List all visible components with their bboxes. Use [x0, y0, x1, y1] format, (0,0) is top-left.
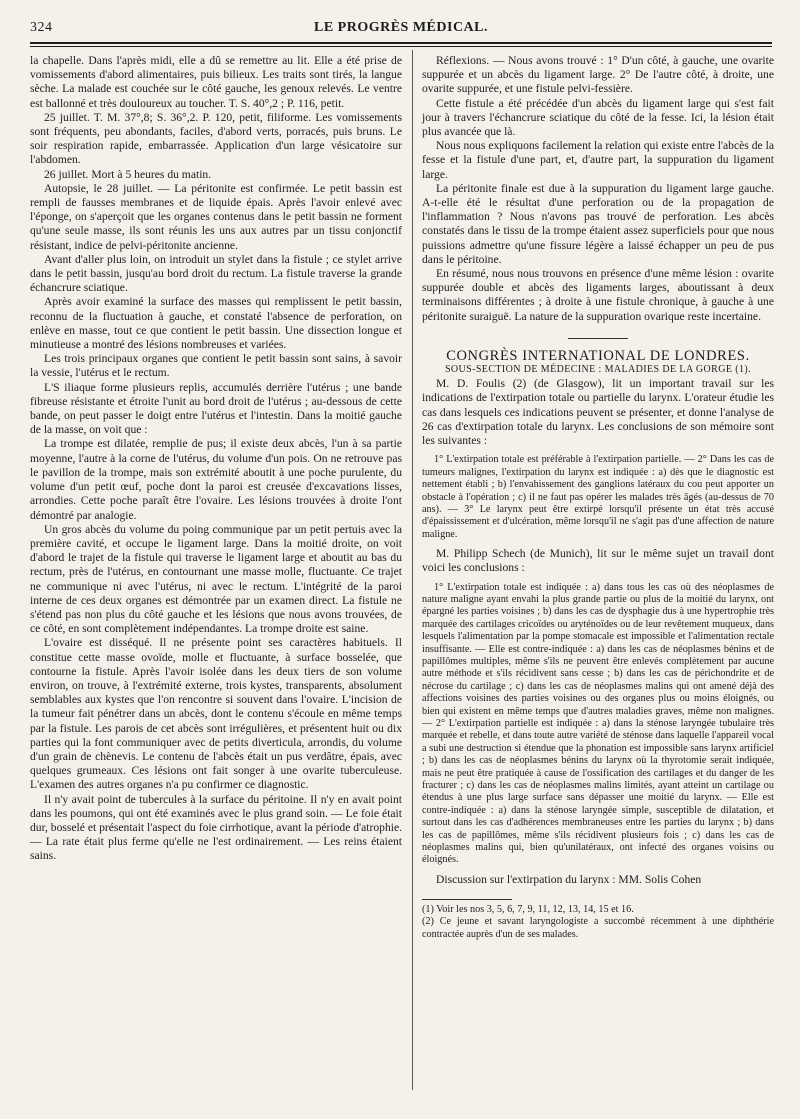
page-header	[30, 18, 772, 40]
paragraph: 26 juillet. Mort à 5 heures du matin.	[44, 167, 212, 181]
subsection-heading: SOUS-SECTION DE MÉDECINE : MALADIES DE LA GORGE (1).	[444, 364, 752, 376]
footnote: (2) Ce jeune et savant laryngologiste a succombé récemment à une diphthérie contractée auprès d'un de ses malades.	[422, 916, 774, 940]
foulis-conclusions: 1° L'extirpation totale est préférable à l'extirpation partielle. — 2° Dans les cas de tumeurs malignes, l'extirpation du larynx est indiquée : a) dès que le diagnostic est nettement établi ; b) l'envahissement des ganglions latéraux du cou peut apporter un obstacle à l'opération ; c) il ne faut pas opérer les malades très âgés (au-dessus de 70 ans). — 3° Le larynx peut être extirpé lorsqu'il présente un état très accusé d'épaississement et d'ulcération, même lorsqu'il ne s'agit pas d'une affection de nature maligne.	[422, 454, 774, 540]
reflexions-paragraph: Réflexions. — Nous avons trouvé : 1° D'un côté, à gauche, une ovarite suppurée et un abcès du ligament large. 2° De l'autre côté, à droite, une ovarite suppurée, et une fistule pelvi-fessière.	[422, 54, 774, 96]
journal-title: LE PROGRÈS MÉDICAL.	[313, 20, 489, 35]
paragraph: L'ovaire est disséqué. Il ne présente point ses caractères habituels. Il constitue cette masse ovoïde, molle et fluctuante, à surface bosselée, que contourne la fistule. Après l'avoir isolée dans les deux tiers de son volume environ, on trouve, à l'extrémité externe, trois kystes, transparents, absolument semblables aux kystes que l'on rencontre si souvent dans l'ovaire. L'incision de la tumeur fait pénétrer dans un abcès, dont le contenu s'écoule en même temps par la fistule. Les parois de cet abcès sont irrégulières, et présentent huit ou dix parties qui la font communiquer avec de petits diverticula, arrondis, du volume d'un grain de chènevis. Le contenu de l'abcès était un pus verdâtre, épais, avec quelques grumeaux. Ces lésions ont fait songer à une ovarite tuberculeuse. L'examen des autres organes n'a pu confirmer ce diagnostic.	[30, 636, 402, 792]
discussion-line: Discussion sur l'extirpation du larynx : MM. Solis Cohen	[436, 872, 702, 886]
paragraph: Nous nous expliquons facilement la relation qui existe entre l'abcès de la fesse et la fistule d'une part, et, d'autre part, la suppuration du ligament large.	[422, 139, 774, 181]
section-heading: CONGRÈS INTERNATIONAL DE LONDRES.	[446, 347, 750, 364]
paragraph: 25 juillet. T. M. 37°,8; S. 36°,2. P. 120, petit, filiforme. Les vomissements sont fréquents, peu abondants, faciles, d'abord verts, porracés, puis bruns. Le soir respiration rapide, embarrassée. Application d'un large vésicatoire sur l'abdomen.	[30, 110, 402, 167]
schech-intro: M. Philipp Schech (de Munich), lit sur le même sujet un travail dont voici les conclusions :	[422, 547, 774, 575]
header-rule-thin	[30, 46, 772, 47]
paragraph: La péritonite finale est due à la suppuration du ligament large gauche. A-t-elle été le résultat d'une perforation ou de la propagation de l'inflammation ? Nous n'avons pas trouvé de perforation. Les abcès constatés dans le tissu de la trompe étaient assez superficiels pour que nous puissions admettre qu'une fissure légère a laissé échapper un peu de pus dans le péritoine.	[422, 181, 774, 266]
paragraph: Après avoir examiné la surface des masses qui remplissent le petit bassin, reconnu de la fluctuation à gauche, et constaté l'absence de perforation, on enlève en masse, tout ce que contient le petit bassin. Une dissection longue et minutieuse a montré des lésions nombreuses et variées.	[30, 295, 402, 352]
column-separator	[412, 50, 413, 1090]
page-number: 324	[30, 20, 53, 35]
paragraph: La trompe est dilatée, remplie de pus; il existe deux abcès, l'un à sa partie moyenne, l'autre à la corne de l'utérus, du volume d'un pois. On ne retrouve pas le pavillon de la trompe, mais son extrémité aboutit à une poche purulente, du volume d'un petit œuf, poche dont la paroi est creusée d'excavations lisses, arrondies. Cette poche paraît être l'ovaire. Les lésions trouvées à droite l'ont démontré par analogie.	[30, 437, 402, 522]
footnote-rule	[422, 899, 512, 900]
summary-paragraph: En résumé, nous nous trouvons en présence d'une même lésion : ovarite suppurée double et abcès des ligaments larges, aboutissant à deux terminaisons différentes ; à droite à une fistule chronique, à gauche à une péritonite suraiguë. La nature de la suppuration ovarique reste incertaine.	[422, 267, 774, 323]
schech-conclusions: 1° L'extirpation totale est indiquée : a) dans tous les cas où des néoplasmes de nature maligne ayant envahi la plus grande partie ou plus de la moitié du larynx, ont épargné les parties voisines ; b) dans les cas de dysphagie dus à une hypertrophie très marquée des cartilages cricoïdes ou aryténoïdes ou de leur revêtement muqueux, dans lesquels l'alimentation par la pompe stomacale est impossible et l'alimentation rectale insuffisante. — Elle est contre-indiquée : a) dans les cas de néoplasmes bénins et de papillômes multiples, même s'ils ne peuvent être enlevés complètement par aucune autre méthode et s'ils récidivent sans cesse ; b) dans les cas de périchondrite et de nécrose du cartilage ; c) dans les cas de néoplasmes malins qui ont amené déjà des affections voisines des parties voisines ou des organes plus ou moins éloignés, ou bien qui existent en même temps que d'autres maladies graves, même non malignes. — 2° L'extirpation partielle est indiquée : a) dans la sténose laryngée tubulaire très marquée et rebelle, et dans toute autre variété de sténose dans laquelle l'appareil vocal a subi une destruction si étendue que la phonation est impossible sans larynx artificiel ; b) dans les cas de néoplasmes bénins du larynx où la thyrotomie serait indiquée, mais ne peut être pratiquée à cause de l'ossification des cartilages et du danger de les fracturer ; c) dans les cas de néoplasmes malins limités, ayant atteint un cartilage ou étendus à une plus large surface sans dépasser une moitié du larynx. — Elle est contre-indiquée : a) dans la sténose laryngée simple, susceptible de dilatation, et surtout dans les cas d'adhérences membraneuses entre les parties du larynx ; b) dans les cas de papillômes, même s'ils récidivent plusieurs fois ; c) dans les cas de néoplasmes malins qui, bien qu'unilatéraux, ont infecté des organes voisins ou éloignés.	[422, 581, 774, 866]
footnote: (1) Voir les nos 3, 5, 6, 7, 9, 11, 12, 13, 14, 15 et 16.	[422, 904, 634, 916]
paragraph: Un gros abcès du volume du poing communique par un petit pertuis avec la première cavité, et occupe le ligament large. Dans la moitié droite, on voit d'abord le trajet de la fistule qui traverse le ligament large et aboutit au bas du rectum, près de l'utérus, en contournant une masse molle, fluctuante. Ce trajet ne communique ni avec l'utérus, ni avec le rectum. L'intégrité de la paroi interne de ces deux organes est démontrée par un examen direct. La fistule ne s'étend pas non plus du côté gauche et les lésions que nous avons trouvées, de ce côté, en sont complètement indépendantes. La trompe droite est saine.	[30, 522, 402, 636]
footnotes	[422, 904, 774, 941]
paragraph: Autopsie, le 28 juillet. — La péritonite est confirmée. Le petit bassin est rempli de fausses membranes et de liquide épais. Après l'avoir enlevé avec l'éponge, on s'aperçoit que les organes contenus dans le petit bassin ne forment qu'une seule masse, ils sont réunis les uns aux autres par un tissu conjonctif résistant, indice de pelvi-péritonite ancienne.	[30, 181, 402, 252]
paragraph: Cette fistule a été précédée d'un abcès du ligament large qui s'est fait jour à travers l'échancrure sciatique du côté de la fesse. Ici, la lésion était plus avancée que là.	[422, 96, 774, 139]
paragraph: Les trois principaux organes que contient le petit bassin sont sains, à savoir la vessie, l'utérus et le rectum.	[30, 352, 402, 380]
paragraph: L'S iliaque forme plusieurs replis, accumulés derrière l'utérus ; une bande fibreuse résistante et étroite l'unit au bord droit de l'utérus ; au-dessous de cette bande, on peut passer le doigt entre l'utérus et l'intestin. Dans la moitié gauche de la masse, on voit que :	[30, 380, 402, 437]
foulis-intro: M. D. Foulis (2) (de Glasgow), lit un important travail sur les indications de l'extirpation totale ou partielle du larynx. L'orateur étudie les cas dans lesquels ces indications peuvent se présenter, et donne l'analyse de 26 cas d'extirpation totale du larynx. Les conclusions de son mémoire sont les suivantes :	[422, 377, 774, 448]
left-column	[30, 54, 402, 864]
paragraph: Avant d'aller plus loin, on introduit un stylet dans la fistule ; ce stylet arrive dans le petit bassin, jusqu'au bord droit du rectum. La fistule traverse la grande échancrure sciatique.	[30, 252, 402, 295]
section-divider	[568, 338, 628, 339]
right-column	[422, 54, 774, 941]
paragraph: Il n'y avait point de tubercules à la surface du péritoine. Il n'y en avait point dans les poumons, qui ont été examinés avec le plus grand soin. — Le foie était dur, bosselé et présentait l'aspect du foie cirrhotique, avant la période d'atrophie. — La rate était plus ferme qu'elle ne l'est ordinairement. — Les reins étaient sains.	[30, 792, 403, 863]
foulis-conclusions-block	[422, 454, 774, 541]
paragraph: la chapelle. Dans l'après midi, elle a dû se remettre au lit. Elle a été prise de vomissements d'abord alimentaires, puis bilieux. Les traits sont tirés, la langue sèche. La malade est couchée sur le côté gauche, les genoux relevés. Le ventre est ballonné et très douloureux au toucher. T. S. 40°,2 ; P. 116, petit.	[30, 54, 402, 110]
header-rule-thick	[30, 42, 772, 44]
schech-conclusions-block	[422, 582, 774, 867]
